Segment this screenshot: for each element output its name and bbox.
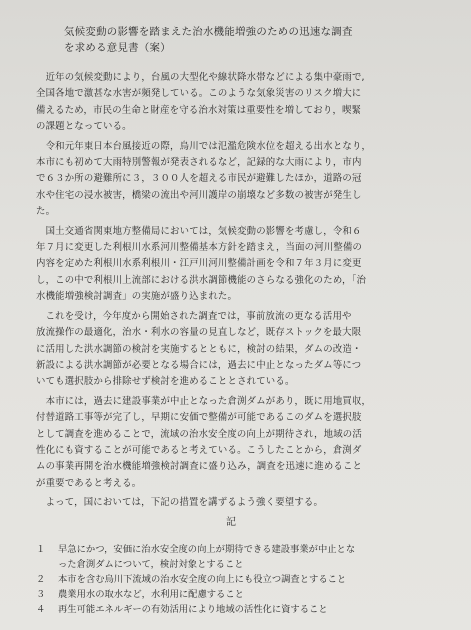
paragraph-line: が重要であると考える。 [36, 477, 142, 489]
paragraph-line: 水機能増強検討調査」の実施が盛り込まれた。 [36, 291, 238, 303]
paragraph [36, 224, 451, 306]
paragraph-line: 本市にも初めて大雨特別警報が発表されるなど，記録的な大雨により，市内 [36, 157, 362, 169]
request-item [36, 542, 456, 557]
request-text: 農業用水の取水など，水利用に配慮すること [58, 589, 244, 600]
request-list [36, 542, 456, 617]
request-item [36, 557, 456, 572]
paragraph-line: 本市には，過去に建設事業が中止となった倉渕ダムがあり，既に用地買収， [36, 395, 372, 407]
paragraph-line: いても選択肢から排除せず検討を進めることとされている。 [36, 376, 295, 388]
document-title [64, 24, 444, 56]
paragraph-line: 放流操作の最適化，治水・利水の容量の見直しなど，既存ストックを最大限 [36, 327, 362, 339]
paragraph-line: 令和元年東日本台風接近の際，烏川では氾濫危険水位を超える出水となり， [36, 140, 372, 152]
request-text: った倉渕ダムについて，検討対象とすること [58, 559, 244, 570]
request-text: 早急にかつ，安価に治水安全度の向上が期待できる建設事業が中止とな [58, 544, 356, 555]
title-line: 気候変動の影響を踏まえた治水機能増強のための迅速な調査 [64, 26, 353, 38]
request-text: 再生可能エネルギーの有効活用により地域の活性化に資すること [58, 604, 328, 615]
paragraph-line: 近年の気候変動により，台風の大型化や線状降水帯などによる集中豪雨で, [36, 72, 365, 83]
paragraph-line: た。 [36, 206, 56, 218]
request-number: ４ [36, 604, 46, 615]
paragraph-line: ムの事業再開を治水機能増強検討調査に盛り込み，調査を迅速に進めること [36, 461, 363, 473]
paragraph [36, 70, 451, 136]
request-item [36, 602, 456, 617]
paragraph-line: 備えるため，市民の生命と財産を守る治水対策は重要性を増しており，喫緊 [36, 104, 362, 116]
paragraph [36, 139, 451, 221]
paragraph-line: これを受け，今年度から開始された調査では，事前放流の更なる活用や [36, 310, 352, 322]
paragraph-line: 全国各地で激甚な水害が頻発している。このような気象災害のリスク増大に [36, 88, 362, 100]
request-item [36, 587, 456, 602]
paragraph-line: 性化にも資することが可能であると考えている。こうしたことから，倉渕ダ [36, 444, 362, 456]
paragraph-line: 国土交通省関東地方整備局においては，気候変動の影響を考慮し，令和６ [36, 225, 362, 237]
paragraph [36, 495, 451, 511]
section-mark: 記 [226, 517, 236, 528]
request-text: 本市を含む烏川下流域の治水安全度の向上にも役立つ調査とすること [58, 574, 347, 585]
paragraph [36, 394, 451, 492]
request-number: ３ [36, 589, 46, 600]
request-number: １ [36, 544, 46, 555]
paragraph-line: 年７月に変更した利根川水系河川整備基本方針を踏まえ，当面の河川整備の [36, 242, 363, 254]
request-item [36, 572, 456, 587]
title-line: を求める意見書（案） [64, 42, 171, 54]
request-number: ２ [36, 574, 46, 585]
paragraph-line: の課題となっている。 [36, 121, 132, 133]
document-body [36, 70, 451, 515]
paragraph-line: 新設による洪水調節が必要となる場合には，過去に中止となったダム等につ [36, 359, 362, 371]
paragraph-line: よって，国においては，下記の措置を講ずるよう強く要望する。 [36, 497, 324, 509]
paragraph-line: に活用した洪水調節の検討を実施するとともに，検討の結果，ダムの改造・ [36, 343, 362, 355]
paragraph-line: 内容を定めた利根川水系利根川・江戸川河川整備計画を令和７年３月に変更 [36, 258, 362, 270]
paragraph-line: で６３か所の避難所に３，３００人を超える市民が避難したほか，道路の冠 [36, 173, 362, 185]
paragraph-line: 付替道路工事等が完了し，早期に安価で整備が可能であるこのダムを選択肢 [36, 412, 362, 424]
paragraph-line: し，この中で利根川上流部における洪水調節機能のさらなる強化のため，「治 [36, 274, 367, 286]
paragraph [36, 309, 451, 391]
paragraph-line: として調査を進めることで，流域の治水安全度の向上が期待され，地域の活 [36, 428, 362, 440]
paragraph-line: 水や住宅の浸水被害，橋梁の流出や河川護岸の崩壊など多数の被害が発生し [36, 189, 362, 201]
